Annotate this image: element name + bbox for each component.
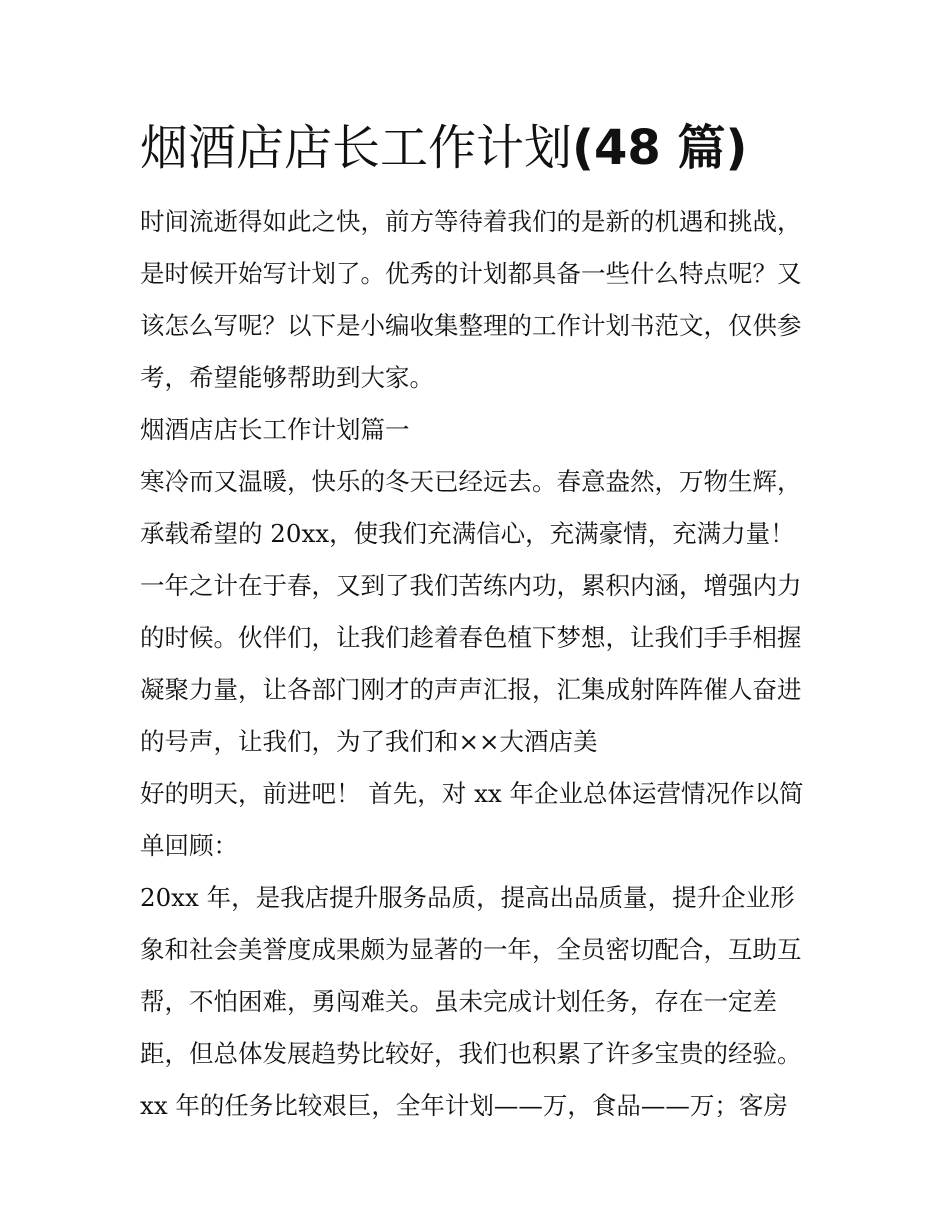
document-title <box>140 112 747 184</box>
body-line: 凝聚力量，让各部门刚才的声声汇报，汇集成射阵阵催人奋进 <box>140 675 802 704</box>
body-line: 一年之计在于春，又到了我们苦练内功，累积内涵，增强内力 <box>140 571 802 600</box>
body-line: 单回顾： <box>140 831 238 860</box>
body-line: xx 年的任务比较艰巨，全年计划——万，食品——万；客房 <box>140 1091 788 1120</box>
body-line: 寒冷而又温暖，快乐的冬天已经远去。春意盎然，万物生辉， <box>140 467 802 496</box>
body-line: 考，希望能够帮助到大家。 <box>140 363 434 392</box>
title-count: (48 篇) <box>572 120 748 176</box>
body-line: 是时候开始写计划了。优秀的计划都具备一些什么特点呢？又 <box>140 259 802 288</box>
section-heading: 烟酒店店长工作计划篇一 <box>140 415 410 444</box>
body-line: 该怎么写呢？以下是小编收集整理的工作计划书范文，仅供参 <box>140 311 802 340</box>
body-line: 20xx 年，是我店提升服务品质，提高出品质量，提升企业形 <box>140 883 795 912</box>
body-line: 象和社会美誉度成果颇为显著的一年，全员密切配合，互助互 <box>140 935 802 964</box>
body-line: 好的明天，前进吧！ 首先，对 xx 年企业总体运营情况作以简 <box>140 779 804 808</box>
document-body <box>140 196 830 1132</box>
body-line: 承载希望的 20xx，使我们充满信心，充满豪情，充满力量！ <box>140 519 795 548</box>
title-main: 烟酒店店长工作计划 <box>140 120 573 176</box>
body-line: 时间流逝得如此之快，前方等待着我们的是新的机遇和挑战， <box>140 207 802 236</box>
body-line: 的时候。伙伴们，让我们趁着春色植下梦想，让我们手手相握 <box>140 623 802 652</box>
body-line: 帮，不怕困难，勇闯难关。虽未完成计划任务，存在一定差 <box>140 987 777 1016</box>
body-line: 距，但总体发展趋势比较好，我们也积累了许多宝贵的经验。 <box>140 1039 802 1068</box>
body-line: 的号声，让我们，为了我们和××大酒店美 <box>140 727 598 756</box>
